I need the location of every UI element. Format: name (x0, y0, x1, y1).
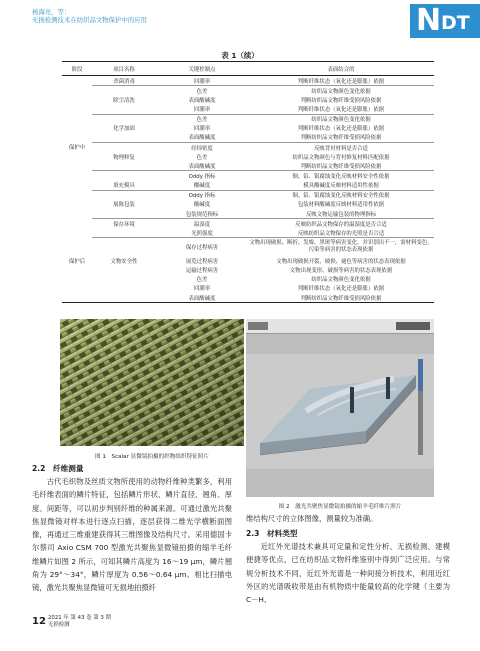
table-cell-stage: 保护中 (68, 145, 86, 152)
table-cell-item (92, 142, 156, 152)
table-row (62, 114, 434, 124)
table-cell-basis: 判断纺织品文物纤维受损风险依据 (300, 163, 382, 170)
table-row (62, 266, 434, 275)
table-cell-stage (62, 190, 92, 200)
table-row (62, 142, 434, 152)
table-cell-item (92, 161, 156, 171)
table-cell-item (92, 114, 156, 124)
table-cell-point: 经纬密度 (156, 142, 248, 152)
table-cell-item: 化学加固 (113, 126, 135, 133)
figure-2-caption: 图 2 激光共聚焦显微镜拍摄的缩羊毛纤维片照片 (278, 504, 402, 510)
table-cell-item (92, 238, 156, 257)
table-cell-stage (62, 133, 92, 143)
table-cell-stage (62, 284, 92, 293)
figure-1-caption: 图 1 Scalar 显微镜拍摄的织物组织特征照片 (95, 454, 209, 460)
table-cell-item: 杀菌消毒 (113, 78, 135, 85)
table-cell-stage (62, 200, 92, 209)
table-cell-basis: 文物出现变形、破损等病害的状态表现依据 (289, 268, 393, 275)
table-cell-item (92, 293, 156, 303)
table-row (62, 152, 434, 161)
table-cell-stage (62, 95, 92, 104)
table-cell-point: 色差 (156, 114, 248, 124)
table-cell-basis: 判断纤维状态（氧化还是膨胀）依据 (297, 286, 385, 293)
table-cell-item: 物理修复 (113, 154, 135, 161)
page-number: 12 (32, 616, 46, 627)
table-cell-point: 回潮率 (193, 286, 211, 293)
table-cell-basis: 反映纺织品文物保存的光照是否合适 (297, 230, 385, 237)
table-cell-basis: 包装材料酸碱度反映材料适用性依据 (297, 202, 385, 209)
table-cell-basis: 判断纤维状态（氧化还是膨胀）依据 (297, 78, 385, 85)
wool-fiber-3d-image (246, 319, 434, 497)
table-cell-point: 光照强度 (191, 230, 213, 237)
logo-letters-dt: DT (441, 12, 470, 34)
table-cell-item: 文物安全性 (110, 258, 138, 265)
table-cell-point: 色差 (196, 154, 208, 161)
table-row (62, 238, 434, 257)
table-cell-stage (62, 114, 92, 124)
col-header-basis: 表面结合的 (248, 62, 434, 76)
table-row (62, 256, 434, 265)
table-cell-point: 表面酸碱度 (188, 135, 216, 142)
journal-logo (410, 4, 480, 38)
table-cell-item (92, 190, 156, 200)
header-authors: 杨海亮，等： (32, 8, 71, 16)
journal-info (48, 615, 111, 630)
table-cell-basis: 反映纺织品文物保存的温湿度是否合适 (248, 219, 434, 229)
running-header (32, 8, 442, 24)
col-header-item: 项目名称 (92, 62, 156, 76)
table-cell-point: 保存过程病害 (156, 238, 248, 257)
table-cell-basis: 反映文物运输包装的物理指标 (305, 211, 377, 218)
table-cell-point: 表面酸碱度 (156, 293, 248, 303)
right-column-continuation: 维结构尺寸的立体图像，测量较为准确。 (246, 514, 378, 523)
table-row (62, 228, 434, 238)
table-cell-item (92, 104, 156, 114)
table-cell-point: 色差 (156, 86, 248, 96)
table-cell-basis: 判断纤维状态（氧化还是膨胀）依据 (297, 126, 385, 133)
table-row (62, 181, 434, 191)
table-cell-point: 色差 (196, 277, 208, 284)
table-row (62, 133, 434, 143)
table-cell-stage (62, 209, 92, 219)
section-2-2-heading: 2.2 纤维测量 (32, 464, 84, 473)
table-row (62, 219, 434, 229)
table-cell-item (92, 284, 156, 293)
table-cell-point: 回潮率 (193, 78, 211, 85)
table-cell-stage (62, 161, 92, 171)
table-cell-item (92, 266, 156, 275)
table-cell-point: 回潮率 (193, 106, 211, 113)
table-cell-basis: 文物出现破损、断折、发霉、黑斑等病害变化，并识别出不一，需材料变色，污染等病害的状态表现依据 (248, 238, 434, 257)
table-row (62, 284, 434, 293)
table-row (62, 209, 434, 219)
table-cell-item (92, 171, 156, 181)
table-row (62, 104, 434, 114)
table-cell-basis: 文物出现破损开裂、破损、褪色等病害的状态表现依据 (276, 258, 406, 265)
table-cell-point: 包装规范指标 (185, 211, 219, 218)
col-header-stage: 阶段 (62, 62, 92, 76)
table-cell-point: Oddy 指标 (156, 171, 248, 181)
table-cell-point: 酸碱度 (193, 202, 211, 209)
table-cell-item (92, 86, 156, 96)
table-cell-basis: 判断纤维状态（氧化还是膨胀）依据 (297, 106, 385, 113)
table-cell-item: 展陈包装 (113, 202, 135, 209)
table-cell-stage: 保护后 (68, 258, 86, 265)
table-cell-stage (62, 275, 92, 284)
table-cell-stage (62, 266, 92, 275)
table-row (62, 275, 434, 284)
table-cell-stage (62, 293, 92, 303)
table-cell-basis: 铜、铅、银腐蚀变化反映材料安全性依据 (248, 190, 434, 200)
table-row (62, 293, 434, 303)
table-cell-basis: 模具酸碱度反映材料适用性依据 (303, 183, 379, 190)
table-cell-basis: 反映背衬材料是否合适 (248, 142, 434, 152)
table-row (62, 200, 434, 209)
data-table (62, 61, 434, 303)
table-cell-point: 运输过程病害 (185, 268, 219, 275)
table-cell-stage (62, 228, 92, 238)
table-cell-basis: 判断纺织品文物纤维受损风险依据 (248, 293, 434, 303)
table-cell-stage (62, 181, 92, 191)
table-row (62, 95, 434, 104)
table-cell-stage (62, 171, 92, 181)
table-cell-stage (62, 86, 92, 96)
table-cell-basis: 纺织品文物颜色与背衬修复材料匹配依据 (292, 154, 390, 161)
table-cell-item: 填充模具 (113, 183, 135, 190)
table-cell-stage (62, 104, 92, 114)
table-cell-point: 回潮率 (193, 126, 211, 133)
journal-volume: 2021 年 第 43 卷 第 3 期 (48, 615, 111, 621)
logo-letter-n: N (416, 4, 442, 38)
table-cell-item (92, 209, 156, 219)
table-cell-point: 温湿度 (156, 219, 248, 229)
col-header-point: 关键控制点 (156, 62, 248, 76)
table-row (62, 76, 434, 86)
table-row (62, 86, 434, 96)
table-cell-item: 除尘清洗 (113, 97, 135, 104)
table-cell-basis: 判断纺织品文物纤维受损风险依据 (300, 97, 382, 104)
table-cell-point: 酸碱度 (193, 183, 211, 190)
table-cell-item: 保存环境 (92, 219, 156, 229)
fabric-micrograph-image (60, 319, 244, 446)
header-title: 无损检测技术在纺织品文物保护中的应用 (32, 16, 148, 25)
table-cell-stage (62, 124, 92, 133)
table-cell-stage (62, 238, 92, 257)
table-title: 表 1（续） (221, 51, 259, 60)
table-cell-basis: 纺织品文物颜色变化依据 (311, 277, 371, 284)
table-cell-basis: 纺织品文物颜色变化依据 (248, 114, 434, 124)
table-row (62, 161, 434, 171)
table-cell-item (92, 228, 156, 238)
journal-name: 无损检测 (48, 622, 70, 629)
table-header-row (62, 62, 434, 76)
table-row (62, 124, 434, 133)
table-cell-point: 表面酸碱度 (188, 163, 216, 170)
table-row (62, 171, 434, 181)
table-cell-point: Oddy 指标 (156, 190, 248, 200)
table-cell-basis: 纺织品文物颜色变化依据 (248, 86, 434, 96)
table-cell-item (92, 275, 156, 284)
left-column-paragraph: 古代毛织物及丝质文物所使用的动物纤维种类繁多，利用毛纤维表面的鳞片特征，包括鳞片形状、鳞片直径、翘角、厚度、间距等，可以初步判别纤维的种属来源。可通过激光共聚焦显微镜对样本进行逐点扫描，逐层获得二维光学横断面图像，再通过三维重建获得其三维图像及结构尺寸。采用德国卡尔蔡司 Axio CSM 700 型激光共聚焦显微镜拍摄的缩羊毛纤维鳞片如图 2 所示，可知其鳞片高度为 16～19 μm，鳞片翘角为 29°～34°，鳞片厚度为 0.56～0.64 μm。相比扫描电镜，激光共聚焦显微镜可无损地拍摄纤 (32, 477, 232, 593)
table-cell-point: 展览过程病害 (185, 258, 219, 265)
section-2-3-heading: 2.3 材料类型 (246, 529, 298, 538)
table-cell-stage (62, 76, 92, 86)
table-cell-basis: 判断纺织品文物纤维受损风险依据 (300, 135, 382, 142)
table-cell-item (92, 133, 156, 143)
table-cell-basis: 铜、铅、银腐蚀变化反映材料安全性依据 (248, 171, 434, 181)
table-row (62, 190, 434, 200)
right-column-paragraph: 近红外光谱技术兼具可定量和定性分析、无损检测、建模便捷等优点，已在纺织品文物纤维鉴别中得到广泛应用。与常规分析技术不同，近红外光谱是一种间接分析技术，利用近红外区的光谱吸收带是由有机物质中能量较高的化学键（主要为 C－H、 (246, 542, 450, 605)
table-cell-point: 表面酸碱度 (188, 97, 216, 104)
table-cell-stage (62, 219, 92, 229)
table-cell-stage (62, 152, 92, 161)
table-body (62, 76, 434, 303)
